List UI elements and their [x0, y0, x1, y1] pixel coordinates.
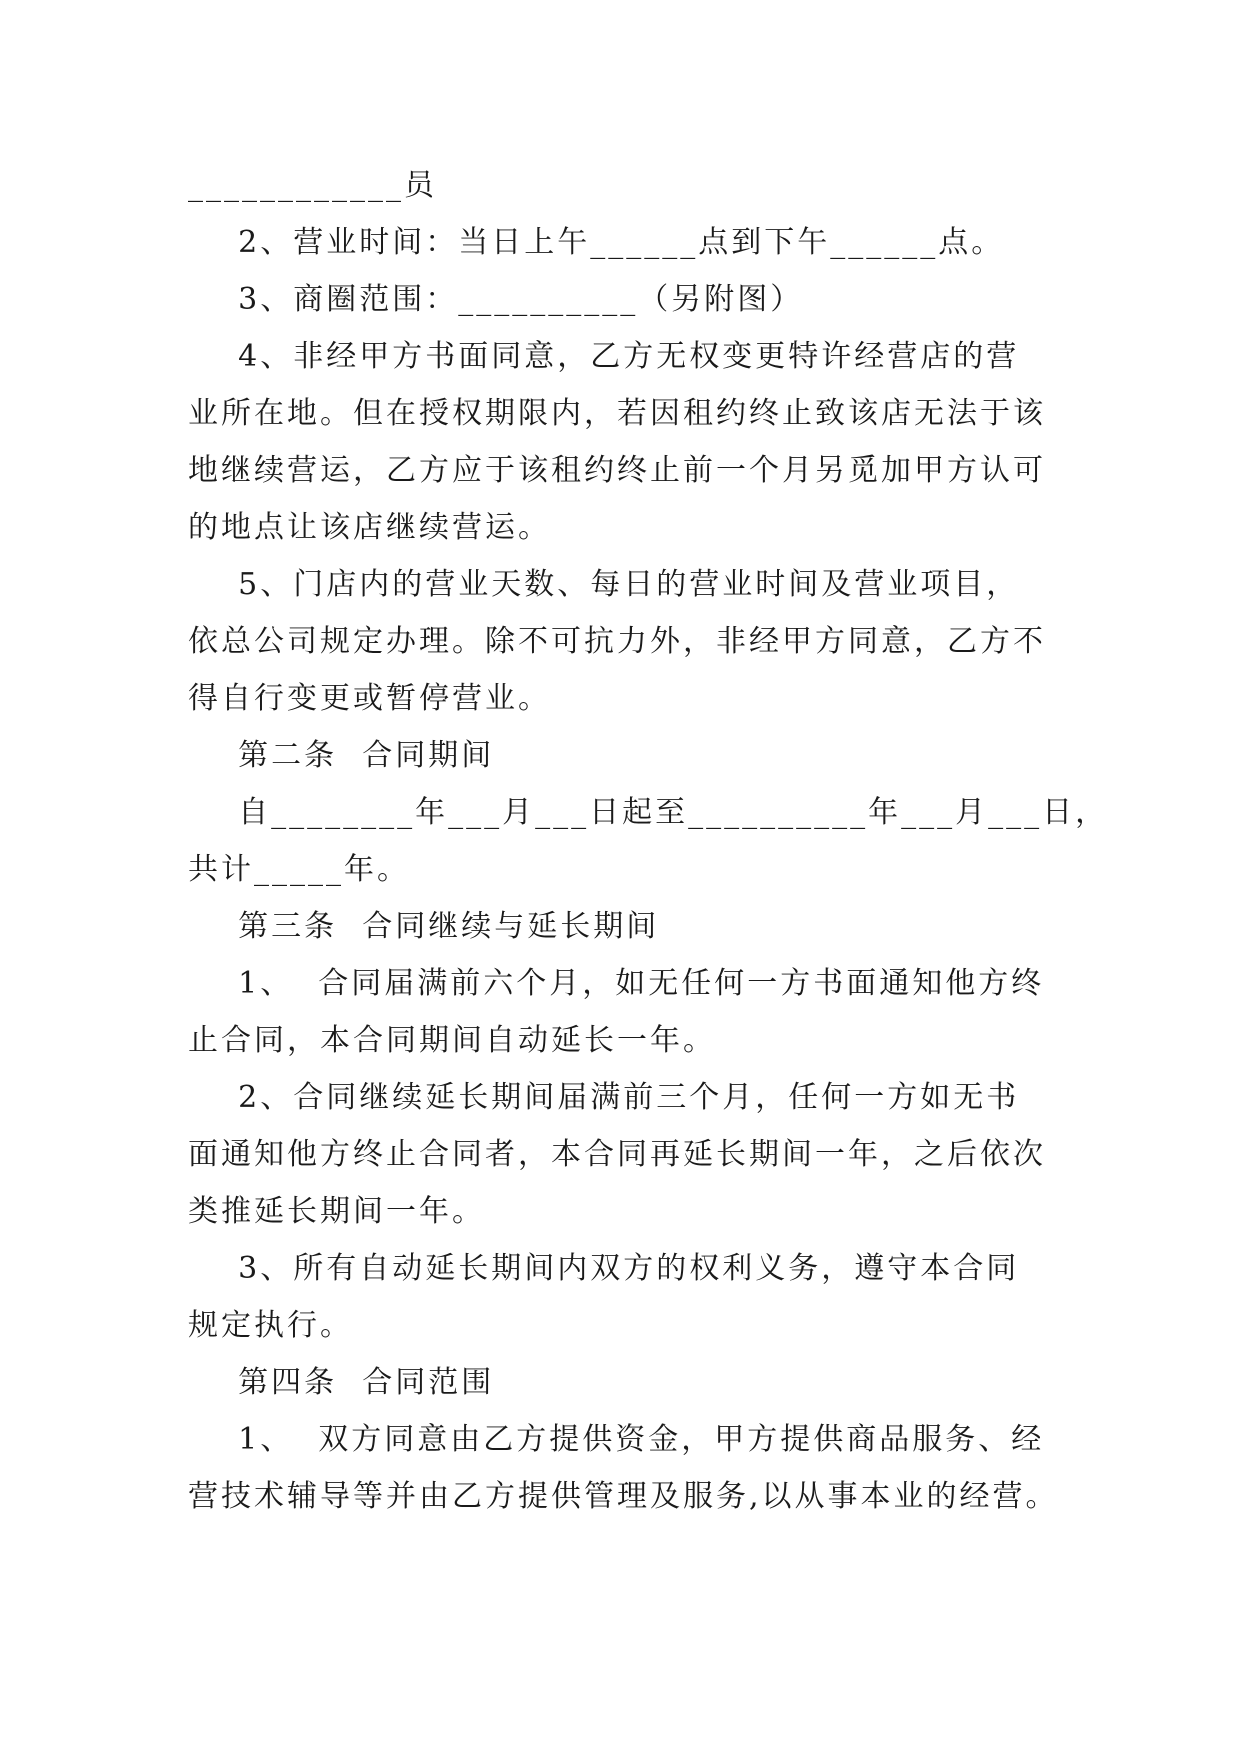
text-line: 自________年___月___日起至__________年___月___日， [188, 795, 1109, 830]
text-line: 1、 双方同意由乙方提供资金，甲方提供商品服务、经 [188, 1422, 1045, 1457]
text-line: 依总公司规定办理。除不可抗力外，非经甲方同意，乙方不 [188, 624, 1046, 659]
text-line: 面通知他方终止合同者，本合同再延长期间一年，之后依次 [188, 1137, 1046, 1172]
text-line: 4、非经甲方书面同意，乙方无权变更特许经营店的营 [188, 339, 1020, 374]
text-line: 类推延长期间一年。 [188, 1194, 485, 1229]
text-line: 规定执行。 [188, 1308, 353, 1343]
text-line: 营技术辅导等并由乙方提供管理及服务,以从事本业的经营。 [188, 1479, 1059, 1514]
text-line: 地继续营运，乙方应于该租约终止前一个月另觅加甲方认可 [188, 453, 1046, 488]
section-heading: 第二条 合同期间 [188, 738, 495, 773]
text-line: 3、所有自动延长期间内双方的权利义务，遵守本合同 [188, 1251, 1020, 1286]
text-line: 5、门店内的营业天数、每日的营业时间及营业项目， [188, 567, 1020, 602]
text-line: 3、商圈范围：__________（另附图） [188, 282, 804, 317]
text-line: 2、合同继续延长期间届满前三个月，任何一方如无书 [188, 1080, 1020, 1115]
text-line: ____________员 [188, 168, 437, 203]
section-heading: 第四条 合同范围 [188, 1365, 495, 1400]
text-line: 得自行变更或暂停营业。 [188, 681, 551, 716]
text-line: 业所在地。但在授权期限内，若因租约终止致该店无法于该 [188, 396, 1046, 431]
text-line: 的地点让该店继续营运。 [188, 510, 551, 545]
text-line: 止合同，本合同期间自动延长一年。 [188, 1023, 716, 1058]
text-line: 2、营业时间：当日上午______点到下午______点。 [188, 225, 1005, 260]
text-line: 共计_____年。 [188, 852, 410, 887]
text-line: 1、 合同届满前六个月，如无任何一方书面通知他方终 [188, 966, 1045, 1001]
section-heading: 第三条 合同继续与延长期间 [188, 909, 660, 944]
